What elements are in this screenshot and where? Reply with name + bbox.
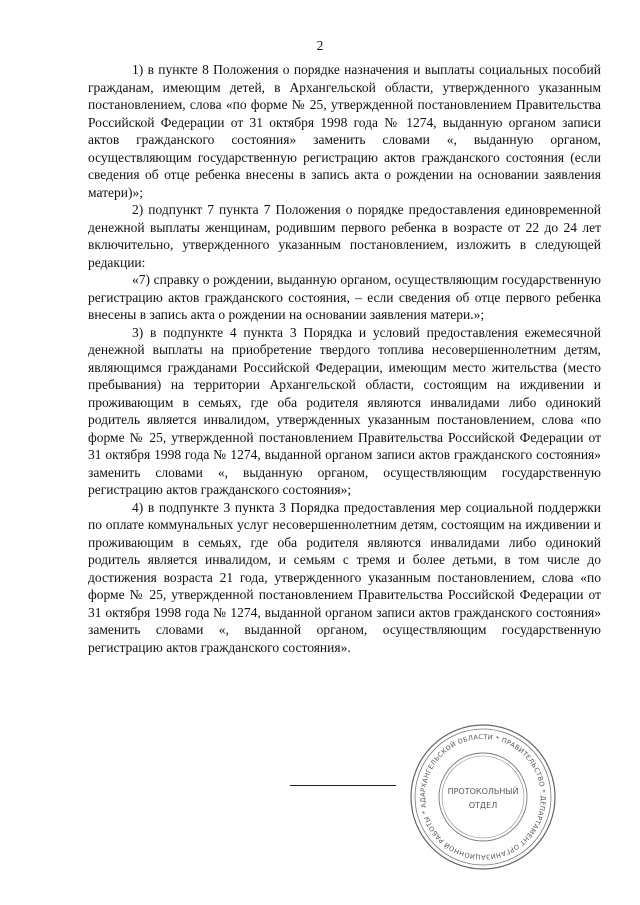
paragraph-1: 1) в пункте 8 Положения о порядке назначения и выплаты социальных пособий гражданам, имеющим детей, в Архангельской области, утвержденного указанным постановлением, слова «по форме № 25, утвержденной постановлением Правительства Российской Федерации от 31 октября 1998 года № 1274, выданную органом записи актов гражданского состояния» заменить словами «, выданную органом, осуществляющим государственную регистрацию актов гражданского состояния (если сведения об отце ребенка внесены в запись акта о рождении на основании заявления матери)»; bbox=[88, 62, 601, 200]
page-number: 2 bbox=[316, 38, 324, 53]
signature-line bbox=[290, 785, 396, 786]
document-body bbox=[88, 61, 601, 656]
paragraph-5: 4) в подпункте 3 пункта 3 Порядка предоставления мер социальной поддержки по оплате коммунальных услуг несовершеннолетним детям, состоящим на иждивении и проживающим в семьях, где оба родителя являются инвалидами либо одинокий родитель является инвалидом, и семьям с тремя и более детьми, в том числе до достижения возраста 21 года, утвержденного указанным постановлением, слова «по форме № 25, утвержденной постановлением Правительства Российской Федерации от 31 октября 1998 года № 1274, выданной органом записи актов гражданского состояния» заменить словами «, выданной органом, осуществляющим государственную регистрацию актов гражданского состояния». bbox=[88, 499, 601, 655]
seal-icon bbox=[408, 722, 558, 872]
official-seal bbox=[408, 722, 558, 872]
seal-center-line-1: ПРОТОКОЛЬНЫЙ bbox=[447, 787, 519, 796]
paragraph-3: «7) справку о рождении, выданную органом, осуществляющим государственную регистрацию актов гражданского состояния, – если сведения об отце первого ребенка внесены в запись акта о рождении на основании заявления матери.»; bbox=[88, 272, 601, 322]
seal-center-line-2: ОТДЕЛ bbox=[468, 801, 498, 810]
seal-ring-text: АРХАНГЕЛЬСКОЙ ОБЛАСТИ * ПРАВИТЕЛЬСТВО * ДЕПАРТАМЕНТ ОРГАНИЗАЦИОННОЙ РАБОТЫ * АД bbox=[418, 732, 548, 862]
paragraph-4: 3) в подпункте 4 пункта 3 Порядка и условий предоставления ежемесячной денежной выплаты на приобретение твердого топлива несовершеннолетним детям, являющимся гражданами Российской Федерации, имеющим место жительства (место пребывания) на территории Архангельской области, состоящим на иждивении и проживающим в семьях, где оба родителя являются инвалидами либо одинокий родитель является инвалидом, утвержденных указанным постановлением, слова «по форме № 25, утвержденной постановлением Правительства Российской Федерации от 31 октября 1998 года № 1274, выданной органом записи актов гражданского состояния» заменить словами «, выданную органом, осуществляющим государственную регистрацию актов гражданского состояния»; bbox=[88, 324, 601, 497]
paragraph-2: 2) подпункт 7 пункта 7 Положения о порядке предоставления единовременной денежной выплаты женщинам, родившим первого ребенка в возрасте от 22 до 24 лет включительно, утвержденного указанным постановлением, изложить в следующей редакции: bbox=[88, 202, 601, 270]
